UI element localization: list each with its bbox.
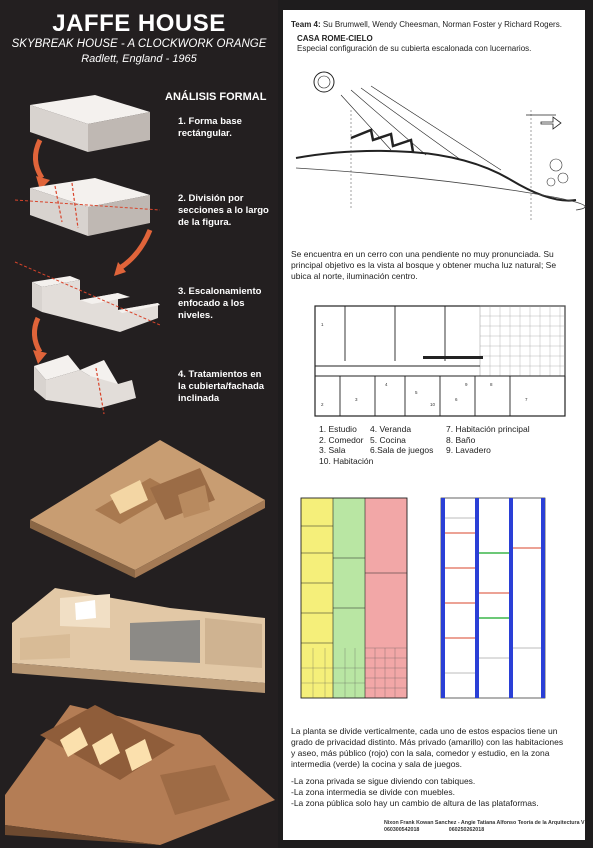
zones-text <box>291 726 583 809</box>
plan-number: 3 <box>355 397 358 402</box>
plan-number: 1 <box>321 322 324 327</box>
zones-bullet: -La zona intermedia se divide con muebles. <box>291 787 455 797</box>
legend-item: 3. Sala <box>319 445 346 455</box>
step-3 <box>178 286 261 322</box>
step-1-line: 1. Forma base <box>178 116 242 127</box>
zones-text-line: intermedia (verde) la cocina y sala de juegos. <box>291 759 463 769</box>
step-1-line: rectángular. <box>178 128 232 139</box>
plan-number: 7 <box>525 397 528 402</box>
team-members: Su Brumwell, Wendy Cheesman, Norman Foster y Richard Rogers. <box>322 20 562 29</box>
site-text-line: principal objetivo es la vista al bosque y obtener mucha luz natural; Se <box>291 260 557 270</box>
step-2-line: de la figura. <box>178 217 232 228</box>
legend-item: 7. Habitación principal <box>446 424 530 434</box>
plan-number: 4 <box>385 382 388 387</box>
zones-bullet: -La zona privada se sigue diviendo con tabiques. <box>291 776 476 786</box>
team-label: Team 4: <box>291 20 321 29</box>
zoning-plan <box>301 498 411 703</box>
credits <box>384 820 585 834</box>
step-2 <box>178 193 269 229</box>
step-4-line: la cubierta/fachada <box>178 381 265 392</box>
concept-title: CASA ROME-CIELO <box>297 34 373 43</box>
legend-col-2 <box>370 424 433 456</box>
step-3-line: 3. Escalonamiento <box>178 286 262 297</box>
site-text <box>291 249 581 282</box>
concept-text: Especial configuración de su cubierta escalonada con lucernarios. <box>297 44 532 53</box>
step-4 <box>178 369 264 405</box>
plan-number: 6 <box>455 397 458 402</box>
zones-text-line: La planta se divide verticalmente, cada uno de estos espacios tiene un <box>291 726 558 736</box>
analysis-heading: ANÁLISIS FORMAL <box>165 91 267 103</box>
legend-item: 5. Cocina <box>370 434 406 445</box>
step-4-line: 4. Tratamientos en <box>178 369 262 380</box>
right-panel <box>283 10 585 840</box>
model-render-front <box>0 705 278 845</box>
team-line <box>291 19 562 30</box>
step-3-line: enfocado a los <box>178 298 245 309</box>
step-3-line: niveles. <box>178 310 213 321</box>
legend-item: 10. Habitación <box>319 455 374 466</box>
legend-item: 8. Baño <box>446 434 476 445</box>
zones-bullet: -La zona pública solo hay un cambio de altura de las plataformas. <box>291 798 539 808</box>
plan-number: 2 <box>321 402 324 407</box>
credits-names: Nixon Frank Kowan Sanchez - Angie Tatiana Alfonso Teoría de la Arquitectura V <box>384 820 585 826</box>
plan-number: 9 <box>465 382 468 387</box>
model-render-top <box>0 440 278 570</box>
step-2-line: secciones a lo largo <box>178 205 269 216</box>
floor-plan <box>315 306 575 426</box>
site-text-line: ubica al norte, iluminación centro. <box>291 271 418 281</box>
legend-item: 2. Comedor <box>319 434 364 445</box>
step-4-line: inclinada <box>178 393 220 404</box>
page-title: JAFFE HOUSE <box>52 10 226 37</box>
section-sketch <box>291 60 581 220</box>
location-line: Radlett, England - 1965 <box>81 53 197 65</box>
plan-number: 10 <box>430 402 436 407</box>
zones-text-line: y aseo, más público (rojo) con la sala, comedor y estudio, en la zona <box>291 748 550 758</box>
legend-item: 4. Veranda <box>370 424 412 434</box>
plan-number: 5 <box>415 390 418 395</box>
legend-col-1 <box>319 424 373 466</box>
plan-number: 8 <box>490 382 493 387</box>
zones-text-line: grado de privacidad distinto. Más privado (amarillo) con las habitaciones <box>291 737 564 747</box>
legend-item: 9. Lavadero <box>446 445 491 455</box>
credits-ids: 060300542018 060250262018 <box>384 827 485 833</box>
page-subtitle: SKYBREAK HOUSE - A CLOCKWORK ORANGE <box>11 38 267 50</box>
site-text-line: Se encuentra en un cerro con una pendiente no muy pronunciada. Su <box>291 249 554 259</box>
legend-item: 1. Estudio <box>319 424 357 434</box>
legend-item: 6.Sala de juegos <box>370 445 434 455</box>
step-1 <box>178 116 242 140</box>
left-panel <box>0 0 278 848</box>
model-render-section <box>0 578 278 698</box>
step-2-line: 2. División por <box>178 193 244 204</box>
structure-plan <box>441 498 551 703</box>
legend-col-3 <box>446 424 530 456</box>
